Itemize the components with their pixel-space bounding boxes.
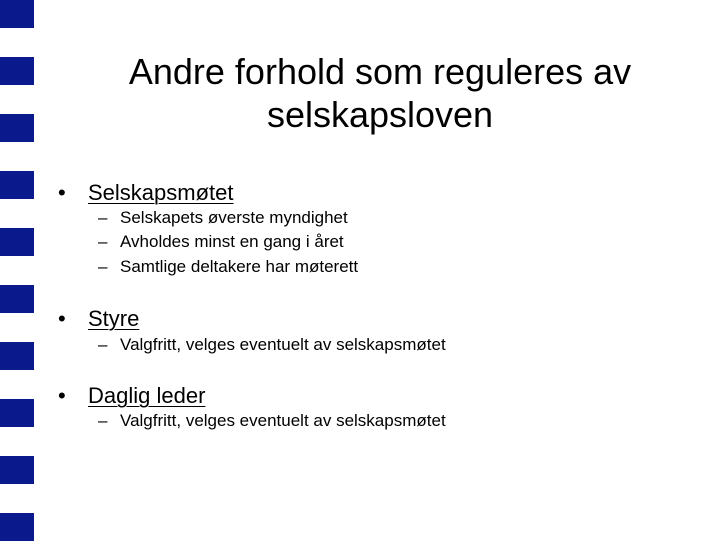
- sub-bullet: [98, 231, 344, 253]
- stripe-block: [0, 513, 34, 541]
- bullet-daglig-leder: [58, 383, 205, 409]
- sub-bullet-text: Valgfritt, velges eventuelt av selskapsmøtet: [120, 335, 446, 354]
- sub-bullet: [98, 207, 348, 229]
- stripe-block: [0, 342, 34, 370]
- stripe-block: [0, 456, 34, 484]
- bullet-heading: Styre: [88, 306, 140, 331]
- sub-bullet-text: Samtlige deltakere har møterett: [120, 257, 359, 276]
- dash: –: [98, 232, 108, 251]
- sub-bullet-text: Valgfritt, velges eventuelt av selskapsmøtet: [120, 411, 446, 430]
- stripe-block: [0, 285, 34, 313]
- slide-title-line-2: selskapsloven: [266, 94, 494, 135]
- dash: –: [98, 335, 108, 354]
- dash: –: [98, 411, 108, 430]
- stripe-block: [0, 114, 34, 142]
- bullet-dot: •: [58, 180, 66, 205]
- stripe-block: [0, 228, 34, 256]
- bullet-heading: Selskapsmøtet: [88, 180, 234, 205]
- slide-title: [60, 50, 700, 136]
- bullet-dot: •: [58, 306, 66, 331]
- sub-bullet: [98, 256, 358, 278]
- stripe-block: [0, 171, 34, 199]
- bullet-dot: •: [58, 383, 66, 408]
- bullet-heading: Daglig leder: [88, 383, 206, 408]
- stripe-block: [0, 399, 34, 427]
- sub-bullet: [98, 334, 446, 356]
- dash: –: [98, 208, 108, 227]
- stripe-block: [0, 57, 34, 85]
- bullet-styre: [58, 306, 139, 332]
- stripe-block: [0, 0, 34, 28]
- bullet-selskapsmotet: [58, 180, 234, 206]
- left-decorative-stripe: [0, 0, 34, 540]
- sub-bullet-text: Avholdes minst en gang i året: [120, 232, 344, 251]
- dash: –: [98, 257, 108, 276]
- sub-bullet-text: Selskapets øverste myndighet: [120, 208, 348, 227]
- slide-title-line-1: Andre forhold som reguleres av: [128, 51, 632, 92]
- sub-bullet: [98, 410, 446, 432]
